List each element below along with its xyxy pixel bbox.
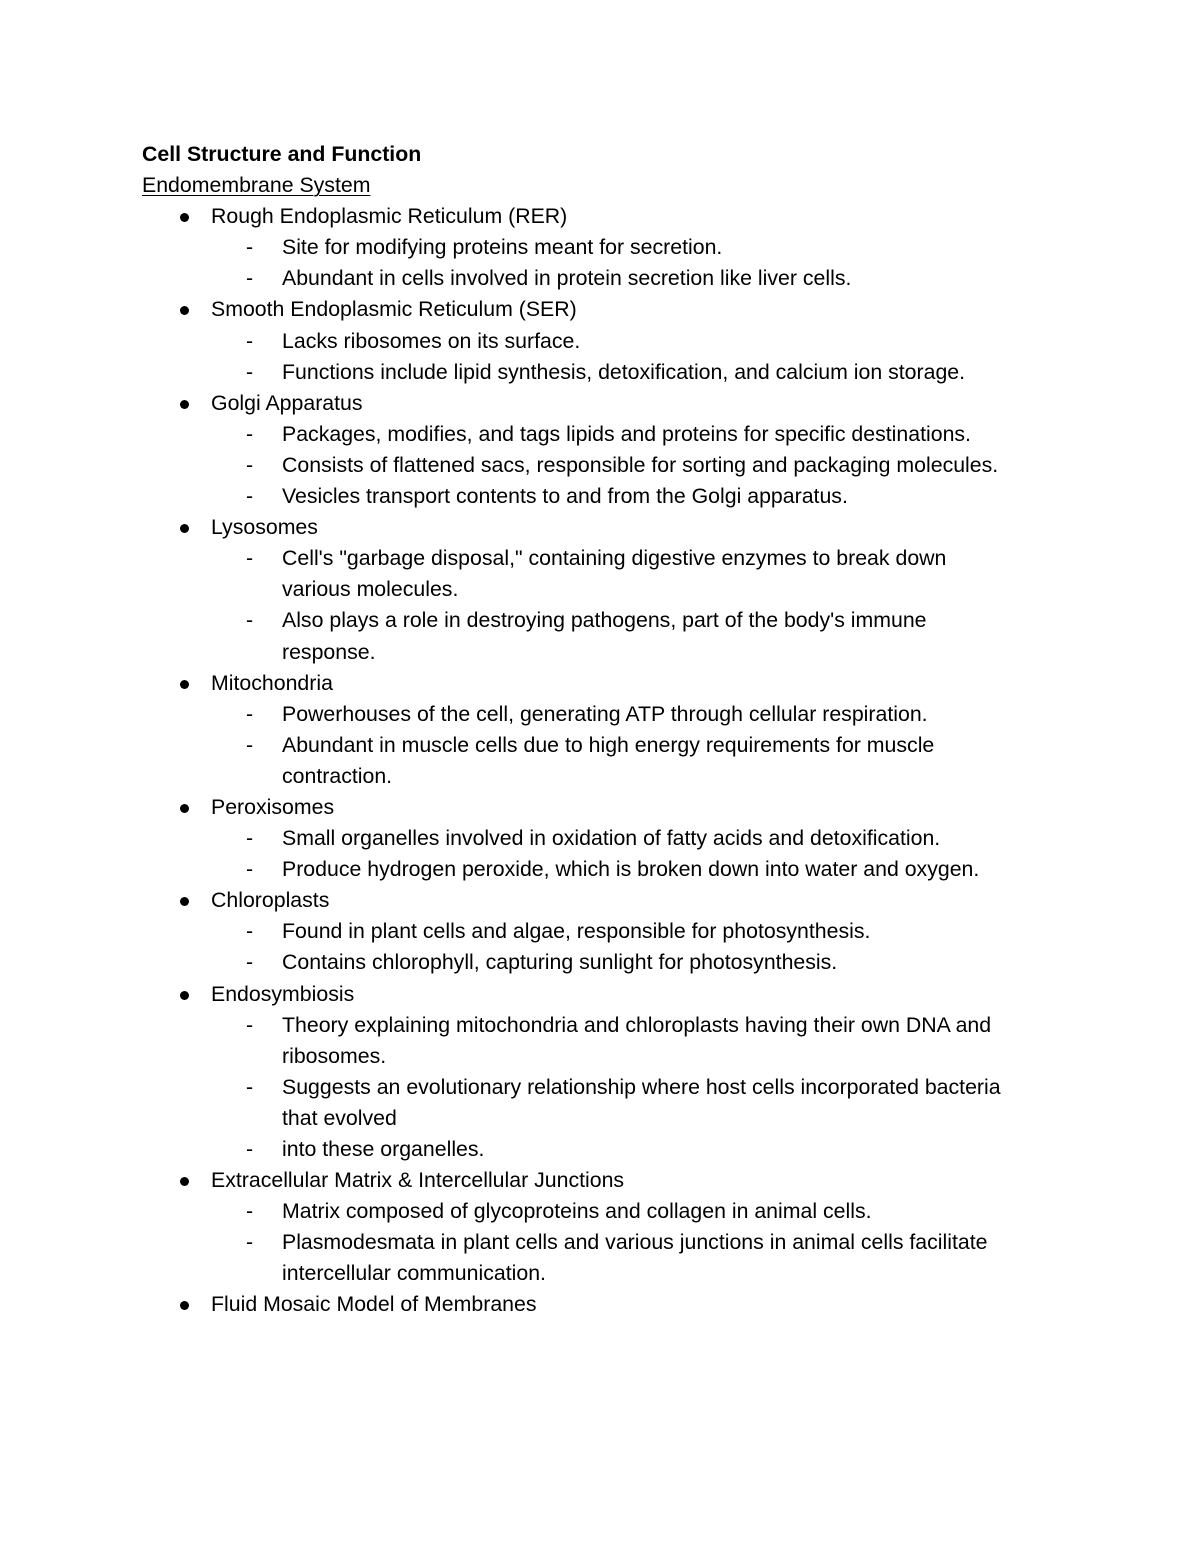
detail-text: Theory explaining mitochondria and chloroplasts having their own DNA and ribosomes.	[282, 1012, 992, 1068]
detail-item	[211, 450, 1002, 481]
detail-list	[211, 823, 1062, 885]
dash-icon: -	[246, 235, 254, 260]
detail-text: Cell's "garbage disposal," containing digestive enzymes to break down various molecules.	[282, 546, 947, 602]
list-item	[142, 1289, 1062, 1320]
detail-item	[211, 916, 1002, 947]
topic-label: Smooth Endoplasmic Reticulum (SER)	[211, 297, 577, 322]
bullet-icon	[180, 991, 189, 1000]
detail-text: Matrix composed of glycoproteins and collagen in animal cells.	[282, 1199, 872, 1224]
detail-item	[211, 232, 1002, 263]
dash-icon: -	[246, 1230, 254, 1255]
dash-icon: -	[246, 484, 254, 509]
topic-label: Peroxisomes	[211, 794, 335, 819]
list-item	[142, 792, 1062, 885]
detail-text: Plasmodesmata in plant cells and various junctions in animal cells facilitate intercellular communication.	[282, 1230, 988, 1286]
detail-item	[211, 481, 1002, 512]
dash-icon: -	[246, 826, 254, 851]
dash-icon: -	[246, 546, 254, 571]
list-item	[142, 885, 1062, 978]
detail-text: Functions include lipid synthesis, detoxification, and calcium ion storage.	[282, 359, 966, 384]
detail-text: Also plays a role in destroying pathogens, part of the body's immune response.	[282, 608, 927, 664]
list-item	[142, 979, 1062, 1166]
detail-text: Abundant in muscle cells due to high energy requirements for muscle contraction.	[282, 732, 935, 788]
topic-label: Chloroplasts	[211, 888, 330, 913]
list-item	[142, 388, 1062, 512]
detail-item	[211, 605, 1002, 667]
dash-icon: -	[246, 1012, 254, 1037]
dash-icon: -	[246, 857, 254, 882]
detail-item	[211, 1072, 1002, 1134]
bullet-icon	[180, 524, 189, 533]
detail-text: Site for modifying proteins meant for secretion.	[282, 235, 723, 260]
detail-list	[211, 543, 1062, 667]
bullet-icon	[180, 804, 189, 813]
detail-item	[211, 1196, 1002, 1227]
detail-text: Contains chlorophyll, capturing sunlight for photosynthesis.	[282, 950, 838, 975]
bullet-icon	[180, 400, 189, 409]
detail-item	[211, 1010, 1002, 1072]
detail-item	[211, 947, 1002, 978]
topic-label: Golgi Apparatus	[211, 390, 363, 415]
detail-list	[211, 232, 1062, 294]
list-item	[142, 1165, 1062, 1289]
detail-list	[211, 699, 1062, 792]
dash-icon: -	[246, 452, 254, 477]
bullet-icon	[180, 1177, 189, 1186]
document-body	[142, 139, 1062, 1321]
dash-icon: -	[246, 359, 254, 384]
detail-text: Abundant in cells involved in protein secretion like liver cells.	[282, 266, 852, 291]
detail-text: Consists of flattened sacs, responsible for sorting and packaging molecules.	[282, 452, 999, 477]
detail-list	[211, 419, 1062, 512]
dash-icon: -	[246, 608, 254, 633]
detail-text: into these organelles.	[282, 1137, 485, 1161]
detail-item	[211, 730, 1002, 792]
detail-text: Suggests an evolutionary relationship where host cells incorporated bacteria that evolved	[282, 1074, 1001, 1130]
detail-item	[211, 699, 1002, 730]
detail-item	[211, 357, 1002, 388]
detail-item	[211, 326, 1002, 357]
topic-label: Extracellular Matrix & Intercellular Junctions	[211, 1168, 625, 1193]
detail-text: Found in plant cells and algae, responsible for photosynthesis.	[282, 919, 871, 944]
detail-list	[211, 326, 1062, 388]
detail-text: Powerhouses of the cell, generating ATP through cellular respiration.	[282, 701, 928, 726]
bullet-icon	[180, 213, 189, 222]
topic-label: Lysosomes	[211, 515, 318, 540]
dash-icon: -	[246, 1199, 254, 1224]
detail-text: Lacks ribosomes on its surface.	[282, 328, 581, 353]
topic-label: Mitochondria	[211, 670, 333, 695]
list-item	[142, 512, 1062, 667]
dash-icon: -	[246, 266, 254, 291]
bullet-icon	[180, 680, 189, 689]
detail-item	[211, 1227, 1002, 1289]
dash-icon: -	[246, 1137, 254, 1161]
detail-list	[211, 916, 1062, 978]
detail-text: Produce hydrogen peroxide, which is broken down into water and oxygen.	[282, 857, 980, 882]
topic-label: Endosymbiosis	[211, 981, 355, 1006]
topic-label: Fluid Mosaic Model of Membranes	[211, 1292, 537, 1317]
list-item	[142, 201, 1062, 294]
document-title: Cell Structure and Function	[142, 142, 422, 166]
detail-text: Vesicles transport contents to and from the Golgi apparatus.	[282, 484, 848, 509]
topic-list	[142, 201, 1062, 1320]
dash-icon: -	[246, 1074, 254, 1099]
bullet-icon	[180, 306, 189, 315]
detail-text: Small organelles involved in oxidation of fatty acids and detoxification.	[282, 826, 941, 851]
list-item	[142, 668, 1062, 792]
dash-icon: -	[246, 732, 254, 757]
detail-list	[211, 1010, 1062, 1165]
dash-icon: -	[246, 421, 254, 446]
detail-item	[211, 263, 1002, 294]
list-item	[142, 294, 1062, 387]
detail-text: Packages, modifies, and tags lipids and proteins for specific destinations.	[282, 421, 971, 446]
detail-item	[211, 419, 1002, 450]
dash-icon: -	[246, 950, 254, 975]
section-heading: Endomembrane System	[142, 173, 371, 198]
detail-item	[211, 1134, 1002, 1165]
detail-list	[211, 1196, 1062, 1289]
topic-label: Rough Endoplasmic Reticulum (RER)	[211, 204, 568, 229]
dash-icon: -	[246, 701, 254, 726]
dash-icon: -	[246, 328, 254, 353]
bullet-icon	[180, 1301, 189, 1310]
detail-item	[211, 823, 1002, 854]
detail-item	[211, 854, 1002, 885]
dash-icon: -	[246, 919, 254, 944]
detail-item	[211, 543, 1002, 605]
bullet-icon	[180, 897, 189, 906]
